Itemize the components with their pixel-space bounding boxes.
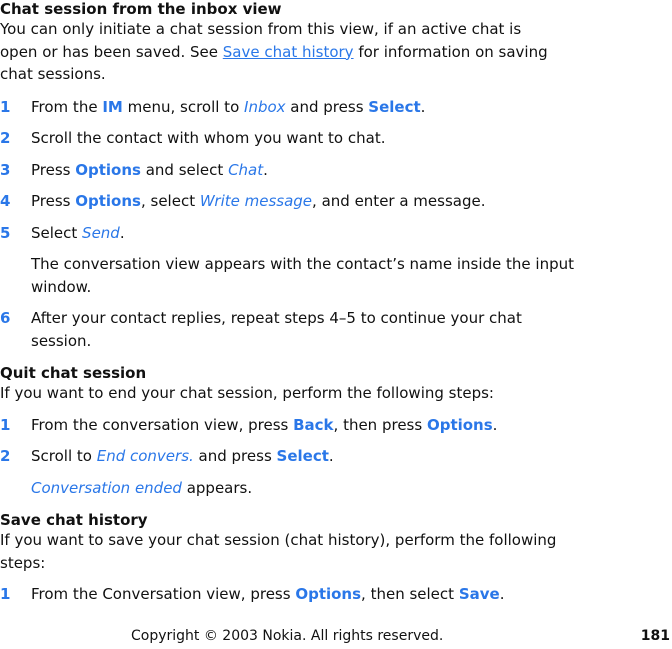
step-text: After your contact replies, repeat steps 4–5 to continue your chat session. [31,309,522,350]
softkey-name: Options [295,585,362,603]
step-number: 6 [0,309,11,327]
step-text: , then press [333,415,427,434]
step-number: 3 [0,160,11,179]
step-text: menu, scroll to [122,97,245,116]
step-text: Scroll to [31,447,97,465]
step-number: 5 [0,223,11,242]
step-text: . [328,447,334,465]
step-item [0,159,576,182]
step-text: Select [31,223,83,242]
step-text: Press [31,160,76,179]
step-number: 4 [0,192,11,210]
section-heading-save-history: Save chat history [0,511,148,529]
step-number: 1 [0,97,11,116]
step-note [0,477,576,500]
step-text: From the [31,97,103,116]
step-item [0,222,576,245]
step-text: . [492,415,498,434]
menu-option: End convers. [96,447,194,465]
softkey-name: Back [293,415,334,434]
step-text: Scroll the contact with whom you want to chat. [31,129,386,147]
intro-text: You can only initiate a chat session from this view, if an active chat is open or has been saved. See [0,20,522,61]
step-item [0,307,576,352]
softkey-name: Select [276,447,329,465]
section-heading-quit-chat: Quit chat session [0,364,147,382]
step-item [0,127,576,150]
menu-option: Inbox [244,97,286,116]
step-text: and press [193,447,277,465]
step-text: , select [140,192,200,210]
step-text: . [420,97,426,116]
step-number: 2 [0,129,11,147]
step-text: appears. [181,478,253,497]
section-intro-save-history: If you want to save your chat session (chat history), perform the following steps: [0,531,557,572]
softkey-name: Options [426,415,493,434]
section-intro-inbox-chat [0,18,560,86]
step-item [0,190,576,213]
step-text: and select [140,160,229,179]
softkey-name: Select [368,97,421,116]
softkey-name: Options [75,192,141,210]
step-text: . [499,585,505,603]
save-chat-history-link[interactable]: Save chat history [222,42,354,61]
step-item [0,96,576,119]
section-heading-inbox-chat: Chat session from the inbox view [0,0,282,18]
menu-option: Chat [228,160,264,179]
softkey-name: Options [75,160,141,179]
step-item [0,414,576,437]
menu-option: Send [82,223,120,242]
step-text: , and enter a message. [312,192,486,210]
step-note: The conversation view appears with the contact’s name inside the input window. [31,255,575,296]
copyright-notice: Copyright © 2003 Nokia. All rights reserved. [131,628,444,644]
step-text: Press [31,192,76,210]
intro-text: for information on saving chat sessions. [0,42,548,83]
page-footer [0,626,672,648]
step-number: 1 [0,415,11,434]
step-item [0,583,576,606]
softkey-name: Save [458,585,500,603]
step-number: 1 [0,585,11,603]
step-item [0,445,576,468]
step-text: , then select [361,585,459,603]
status-message: Conversation ended [31,478,182,497]
step-text: From the conversation view, press [31,415,294,434]
menu-option: Write message [199,192,313,210]
step-number: 2 [0,447,11,465]
step-text: . [119,223,125,242]
menu-name: IM [102,97,123,116]
step-text: From the Conversation view, press [31,585,296,603]
step-text: . [263,160,268,179]
page-number: 181 [640,628,670,644]
section-intro-quit-chat: If you want to end your chat session, perform the following steps: [0,384,494,402]
step-text: and press [285,97,369,116]
